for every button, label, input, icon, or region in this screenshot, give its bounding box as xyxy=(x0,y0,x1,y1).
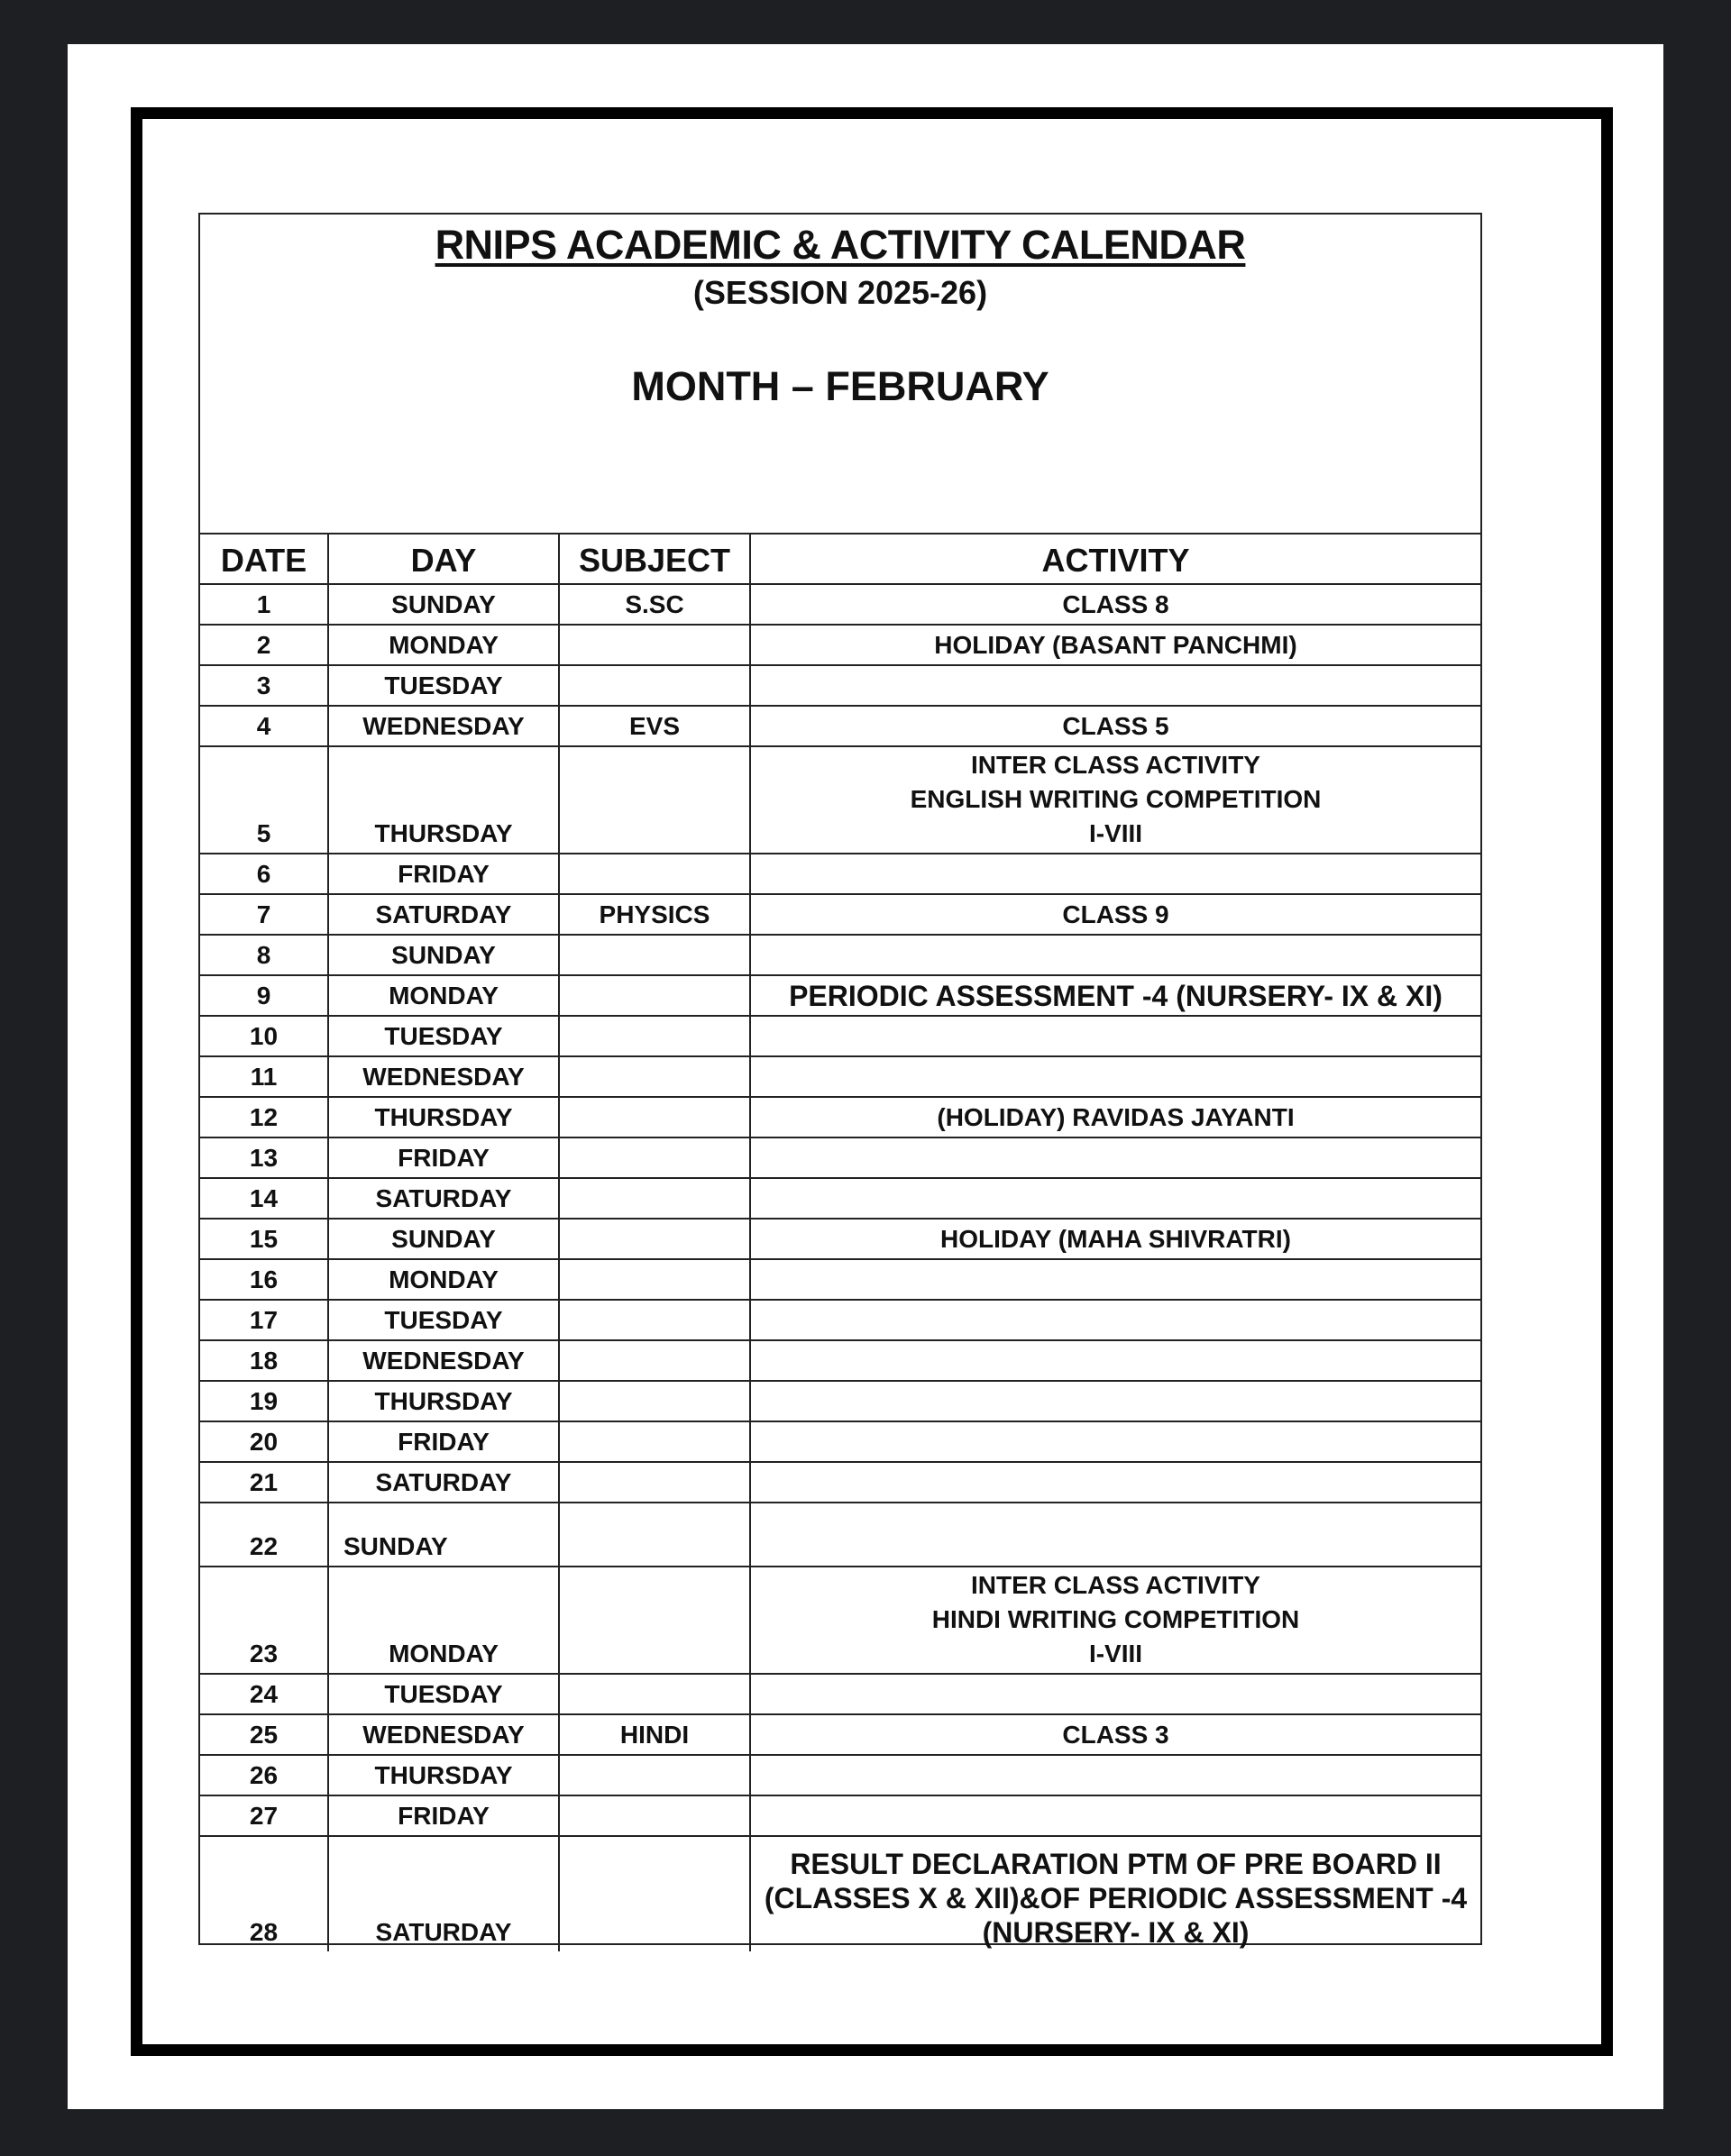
cell-subject xyxy=(559,1056,750,1097)
cell-date: 28 xyxy=(200,1836,328,1951)
activity-line: PERIODIC ASSESSMENT -4 (NURSERY- IX & XI) xyxy=(789,980,1442,1012)
activity-line: CLASS 8 xyxy=(1062,590,1169,618)
cell-subject xyxy=(559,1462,750,1503)
cell-day: WEDNESDAY xyxy=(328,706,559,746)
cell-date: 6 xyxy=(200,854,328,894)
cell-day: SUNDAY xyxy=(328,584,559,625)
cell-date: 12 xyxy=(200,1097,328,1137)
table-header-row xyxy=(200,534,1480,584)
cell-day: WEDNESDAY xyxy=(328,1056,559,1097)
cell-date: 9 xyxy=(200,975,328,1016)
cell-day: MONDAY xyxy=(328,625,559,665)
cell-date: 27 xyxy=(200,1795,328,1836)
table-row xyxy=(200,894,1480,935)
cell-activity xyxy=(750,1836,1480,1951)
table-row xyxy=(200,1421,1480,1462)
table-row xyxy=(200,1836,1480,1951)
cell-date: 14 xyxy=(200,1178,328,1219)
cell-day: MONDAY xyxy=(328,975,559,1016)
header-date: DATE xyxy=(200,534,328,584)
cell-date: 11 xyxy=(200,1056,328,1097)
table-row xyxy=(200,1755,1480,1795)
activity-line: HOLIDAY (BASANT PANCHMI) xyxy=(934,631,1297,659)
cell-activity xyxy=(750,1137,1480,1178)
calendar-header xyxy=(200,215,1480,534)
activity-line: CLASS 9 xyxy=(1062,900,1169,928)
calendar-table xyxy=(200,534,1480,1951)
cell-date: 26 xyxy=(200,1755,328,1795)
cell-subject xyxy=(559,1674,750,1714)
cell-subject: PHYSICS xyxy=(559,894,750,935)
activity-line: INTER CLASS ACTIVITY xyxy=(971,751,1260,779)
cell-day: SUNDAY xyxy=(328,935,559,975)
table-row xyxy=(200,1503,1480,1567)
table-row xyxy=(200,1340,1480,1381)
cell-subject xyxy=(559,1219,750,1259)
cell-date: 8 xyxy=(200,935,328,975)
cell-subject xyxy=(559,1340,750,1381)
cell-activity xyxy=(750,1567,1480,1674)
cell-activity xyxy=(750,584,1480,625)
cell-activity xyxy=(750,1714,1480,1755)
cell-date: 1 xyxy=(200,584,328,625)
activity-line: (CLASSES X & XII)&OF PERIODIC ASSESSMENT -4 xyxy=(764,1882,1468,1914)
cell-subject xyxy=(559,625,750,665)
table-row xyxy=(200,706,1480,746)
cell-activity xyxy=(750,706,1480,746)
cell-day: MONDAY xyxy=(328,1259,559,1300)
table-row xyxy=(200,1462,1480,1503)
cell-day: TUESDAY xyxy=(328,665,559,706)
cell-subject xyxy=(559,935,750,975)
session-label: (SESSION 2025-26) xyxy=(692,274,988,311)
table-row xyxy=(200,584,1480,625)
table-row xyxy=(200,1795,1480,1836)
cell-subject xyxy=(559,665,750,706)
table-row xyxy=(200,1259,1480,1300)
cell-activity xyxy=(750,1300,1480,1340)
cell-activity xyxy=(750,894,1480,935)
cell-day: SATURDAY xyxy=(328,894,559,935)
table-row xyxy=(200,1097,1480,1137)
cell-date: 23 xyxy=(200,1567,328,1674)
activity-line: ENGLISH WRITING COMPETITION xyxy=(910,785,1322,813)
cell-day: WEDNESDAY xyxy=(328,1714,559,1755)
cell-subject xyxy=(559,1259,750,1300)
cell-activity xyxy=(750,1097,1480,1137)
cell-date: 19 xyxy=(200,1381,328,1421)
cell-day: TUESDAY xyxy=(328,1300,559,1340)
activity-line: I-VIII xyxy=(1088,819,1143,847)
cell-subject: EVS xyxy=(559,706,750,746)
cell-subject xyxy=(559,1097,750,1137)
cell-activity xyxy=(750,935,1480,975)
cell-day: MONDAY xyxy=(328,1567,559,1674)
table-row xyxy=(200,1137,1480,1178)
cell-date: 7 xyxy=(200,894,328,935)
header-day: DAY xyxy=(328,534,559,584)
cell-date: 16 xyxy=(200,1259,328,1300)
cell-activity xyxy=(750,1056,1480,1097)
cell-subject xyxy=(559,1836,750,1951)
table-row xyxy=(200,1016,1480,1056)
cell-day: THURSDAY xyxy=(328,1381,559,1421)
cell-subject: S.SC xyxy=(559,584,750,625)
cell-day: FRIDAY xyxy=(328,1137,559,1178)
cell-subject xyxy=(559,1503,750,1567)
cell-subject xyxy=(559,1137,750,1178)
cell-subject xyxy=(559,1567,750,1674)
table-row xyxy=(200,665,1480,706)
table-row xyxy=(200,1219,1480,1259)
cell-day: THURSDAY xyxy=(328,1097,559,1137)
table-row xyxy=(200,1567,1480,1674)
cell-activity xyxy=(750,1795,1480,1836)
table-row xyxy=(200,1674,1480,1714)
cell-subject xyxy=(559,1795,750,1836)
activity-line: RESULT DECLARATION PTM OF PRE BOARD II xyxy=(790,1848,1442,1880)
activity-line: CLASS 5 xyxy=(1062,712,1169,740)
table-row xyxy=(200,975,1480,1016)
cell-subject xyxy=(559,1300,750,1340)
calendar-title: RNIPS ACADEMIC & ACTIVITY CALENDAR xyxy=(435,222,1246,268)
cell-activity xyxy=(750,1259,1480,1300)
header-subject: SUBJECT xyxy=(559,534,750,584)
cell-activity xyxy=(750,1016,1480,1056)
activity-line: CLASS 3 xyxy=(1062,1721,1169,1749)
cell-subject xyxy=(559,746,750,854)
cell-activity xyxy=(750,746,1480,854)
cell-day: SATURDAY xyxy=(328,1178,559,1219)
calendar-table-container xyxy=(198,213,1482,1949)
activity-line: I-VIII xyxy=(1088,1640,1143,1667)
cell-subject xyxy=(559,1178,750,1219)
table-row xyxy=(200,1300,1480,1340)
cell-activity xyxy=(750,1178,1480,1219)
cell-date: 18 xyxy=(200,1340,328,1381)
cell-date: 21 xyxy=(200,1462,328,1503)
cell-day: TUESDAY xyxy=(328,1016,559,1056)
cell-date: 10 xyxy=(200,1016,328,1056)
activity-line: INTER CLASS ACTIVITY xyxy=(971,1571,1260,1599)
cell-date: 4 xyxy=(200,706,328,746)
cell-date: 20 xyxy=(200,1421,328,1462)
cell-date: 17 xyxy=(200,1300,328,1340)
cell-activity xyxy=(750,625,1480,665)
cell-activity xyxy=(750,854,1480,894)
cell-day: FRIDAY xyxy=(328,854,559,894)
cell-subject xyxy=(559,1755,750,1795)
cell-day: SATURDAY xyxy=(328,1462,559,1503)
cell-date: 24 xyxy=(200,1674,328,1714)
table-row xyxy=(200,746,1480,854)
table-row xyxy=(200,1178,1480,1219)
cell-date: 2 xyxy=(200,625,328,665)
cell-day: SUNDAY xyxy=(328,1503,559,1567)
cell-subject: HINDI xyxy=(559,1714,750,1755)
cell-activity xyxy=(750,1674,1480,1714)
cell-activity xyxy=(750,975,1480,1016)
cell-activity xyxy=(750,1503,1480,1567)
cell-subject xyxy=(559,1016,750,1056)
cell-date: 25 xyxy=(200,1714,328,1755)
month-label: MONTH – FEBRUARY xyxy=(631,363,1049,409)
activity-line: (NURSERY- IX & XI) xyxy=(982,1916,1250,1949)
cell-activity xyxy=(750,1421,1480,1462)
cell-date: 15 xyxy=(200,1219,328,1259)
table-row xyxy=(200,625,1480,665)
cell-activity xyxy=(750,665,1480,706)
cell-activity xyxy=(750,1755,1480,1795)
header-activity: ACTIVITY xyxy=(750,534,1480,584)
cell-day: WEDNESDAY xyxy=(328,1340,559,1381)
cell-day: THURSDAY xyxy=(328,746,559,854)
activity-line: HINDI WRITING COMPETITION xyxy=(931,1605,1300,1633)
document-page xyxy=(68,44,1663,2109)
table-row xyxy=(200,854,1480,894)
cell-activity xyxy=(750,1219,1480,1259)
cell-day: THURSDAY xyxy=(328,1755,559,1795)
cell-day: FRIDAY xyxy=(328,1795,559,1836)
cell-day: SUNDAY xyxy=(328,1219,559,1259)
cell-date: 13 xyxy=(200,1137,328,1178)
cell-day: TUESDAY xyxy=(328,1674,559,1714)
table-row xyxy=(200,1381,1480,1421)
cell-subject xyxy=(559,854,750,894)
activity-line: (HOLIDAY) RAVIDAS JAYANTI xyxy=(937,1103,1295,1131)
cell-date: 5 xyxy=(200,746,328,854)
cell-subject xyxy=(559,1421,750,1462)
table-row xyxy=(200,1056,1480,1097)
cell-activity xyxy=(750,1381,1480,1421)
cell-date: 3 xyxy=(200,665,328,706)
cell-activity xyxy=(750,1462,1480,1503)
activity-line: HOLIDAY (MAHA SHIVRATRI) xyxy=(940,1225,1291,1253)
cell-day: FRIDAY xyxy=(328,1421,559,1462)
cell-subject xyxy=(559,1381,750,1421)
cell-day: SATURDAY xyxy=(328,1836,559,1951)
table-row xyxy=(200,935,1480,975)
table-row xyxy=(200,1714,1480,1755)
cell-date: 22 xyxy=(200,1503,328,1567)
cell-subject xyxy=(559,975,750,1016)
cell-activity xyxy=(750,1340,1480,1381)
